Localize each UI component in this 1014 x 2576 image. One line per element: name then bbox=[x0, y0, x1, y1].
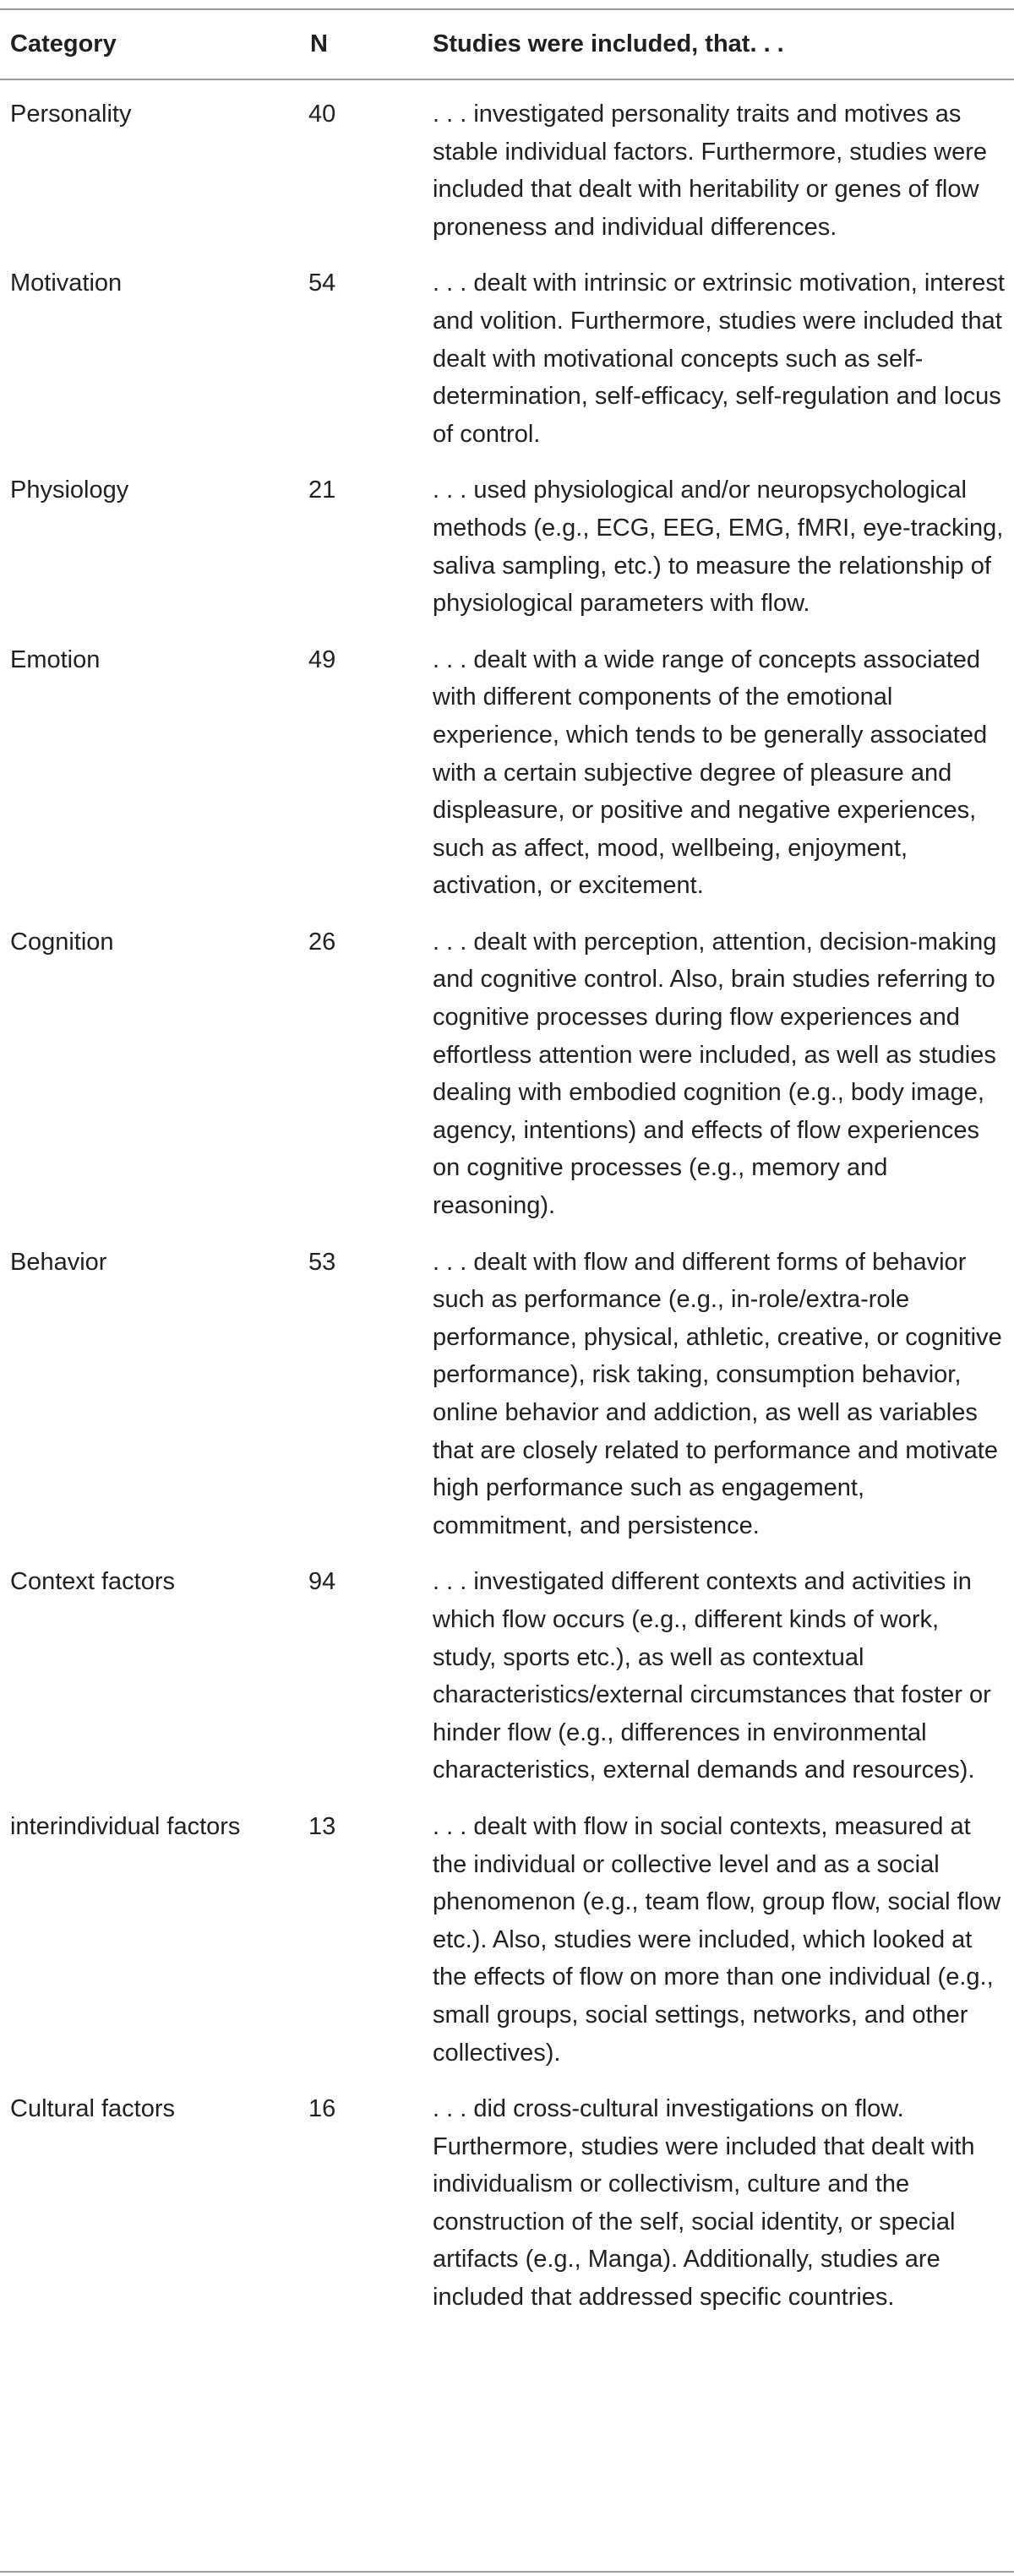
description-cell: . . . dealt with a wide range of concepts associated with different components of the emotional experience, which tends to be generally associated with a certain subjective degree of pleasure and displeasure, or positive and negative experiences, such as affect, mood, wellbeing, enjoyment, activation, or excitement. bbox=[433, 645, 988, 900]
description-cell: . . . dealt with intrinsic or extrinsic motivation, interest and volition. Furthermore, studies were included that dealt with motivational concepts such as self-determination, self-efficacy, self-regulation and locus of control. bbox=[433, 270, 1005, 448]
table-row bbox=[0, 912, 1014, 1233]
category-cell: interindividual factors bbox=[10, 1812, 241, 1840]
table-top-rule bbox=[0, 8, 1014, 10]
category-cell: Context factors bbox=[10, 1568, 176, 1596]
table-body bbox=[0, 84, 1014, 2324]
description-cell: . . . used physiological and/or neuropsychological methods (e.g., ECG, EEG, EMG, fMRI, eye-tracking, saliva sampling, etc.) to measure the relationship of physiological parameters with flow. bbox=[433, 477, 1004, 618]
table-row bbox=[0, 84, 1014, 253]
n-cell: 49 bbox=[308, 645, 336, 673]
description-cell: . . . dealt with flow and different forms of behavior such as performance (e.g., in-role/extra-role performance, physical, athletic, creative, or cognitive performance), risk taking, consumption behavior, online behavior and addiction, as well as variables that are closely related to performance and motivate high performance such as engagement, commitment, and persistence. bbox=[433, 1248, 1002, 1539]
category-cell: Cognition bbox=[10, 928, 114, 956]
header-category: Category bbox=[10, 30, 117, 57]
n-cell: 16 bbox=[308, 2095, 336, 2123]
description-cell: . . . did cross-cultural investigations on flow. Furthermore, studies were included that dealt with individualism or collectivism, culture and the construction of the self, social identity, or special artifacts (e.g., Manga). Additionally, studies are included that addressed specific countries. bbox=[433, 2095, 975, 2312]
n-cell: 53 bbox=[308, 1248, 336, 1276]
table-header-row bbox=[0, 25, 1014, 68]
header-description: Studies were included, that. . . bbox=[433, 30, 784, 57]
description-cell: . . . investigated personality traits and motives as stable individual factors. Furthermore, studies were included that dealt with heritability or genes of flow proneness and individual differences. bbox=[433, 101, 988, 241]
description-cell: . . . investigated different contexts and activities in which flow occurs (e.g., different kinds of work, study, sports etc.), as well as contextual characteristics/external circumstances that foster or hinder flow (e.g., differences in environmental characteristics, external demands and resources). bbox=[433, 1568, 991, 1784]
table-row bbox=[0, 630, 1014, 912]
n-cell: 13 bbox=[308, 1812, 336, 1840]
description-cell: . . . dealt with perception, attention, decision-making and cognitive control. Also, brain studies referring to cognitive processes during flow experiences and effortless attention were included, as well as studies dealing with embodied cognition (e.g., body image, agency, intentions) and effects of flow experiences on cognitive processes (e.g., memory and reasoning). bbox=[433, 928, 997, 1220]
table-row bbox=[0, 460, 1014, 629]
n-cell: 94 bbox=[308, 1568, 336, 1596]
table-row bbox=[0, 1797, 1014, 2079]
n-cell: 21 bbox=[308, 477, 336, 504]
description-cell: . . . dealt with flow in social contexts, measured at the individual or collective level and as a social phenomenon (e.g., team flow, group flow, social flow etc.). Also, studies were included, which looked at the effects of flow on more than one individual (e.g., small groups, social settings, networks, and other collectives). bbox=[433, 1812, 1001, 2067]
table-row bbox=[0, 253, 1014, 460]
table-row bbox=[0, 2079, 1014, 2324]
category-cell: Emotion bbox=[10, 645, 101, 673]
category-cell: Behavior bbox=[10, 1248, 107, 1276]
header-n: N bbox=[310, 30, 328, 57]
category-cell: Motivation bbox=[10, 270, 123, 297]
table-bottom-rule bbox=[0, 2571, 1014, 2573]
n-cell: 54 bbox=[308, 270, 336, 297]
n-cell: 40 bbox=[308, 101, 336, 128]
table-row bbox=[0, 1233, 1014, 1553]
table-row bbox=[0, 1552, 1014, 1797]
category-cell: Physiology bbox=[10, 477, 129, 504]
n-cell: 26 bbox=[308, 928, 336, 956]
table-header-rule bbox=[0, 79, 1014, 80]
category-cell: Personality bbox=[10, 101, 132, 128]
category-cell: Cultural factors bbox=[10, 2095, 176, 2123]
